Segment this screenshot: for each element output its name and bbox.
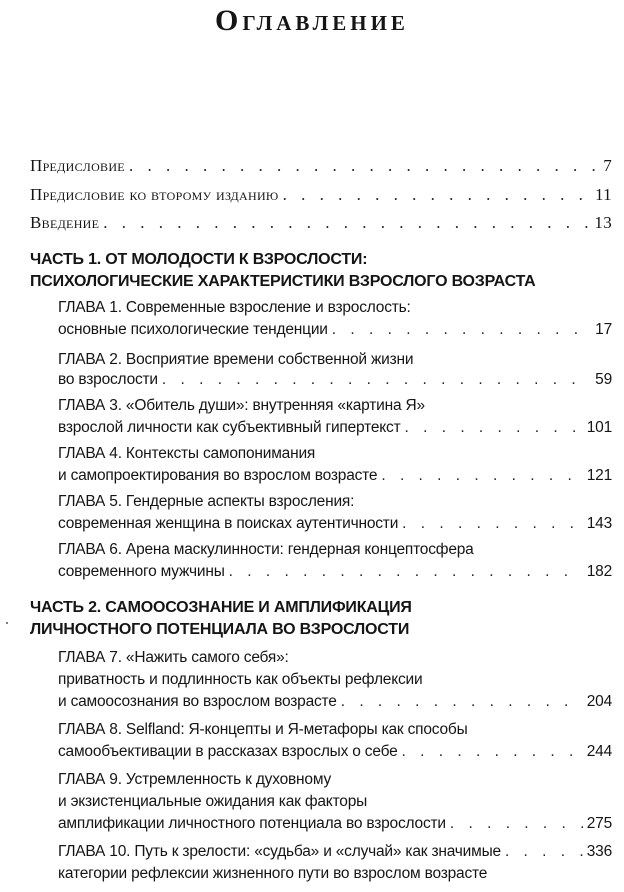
entry-label: взрослой личности как субъективный гипертекст — [58, 419, 401, 436]
entry-page: 182 — [586, 563, 612, 580]
entry-page: 11 — [595, 185, 612, 204]
entry-label: современная женщина в поисках аутентичности — [58, 515, 399, 532]
entry-page: 13 — [594, 213, 612, 232]
entry-label: современного мужчины — [58, 563, 225, 580]
scan-speck — [6, 622, 8, 624]
leader-dots — [402, 742, 583, 762]
chapter-3-title-line[interactable]: ГЛАВА 3. «Обитель души»: внутренняя «картина Я» — [58, 397, 425, 414]
entry-page: 101 — [586, 419, 612, 436]
entry-label: основные психологические тенденции — [58, 321, 328, 338]
entry-label: ГЛАВА 10. Путь к зрелости: «судьба» и «случай» как значимые — [58, 843, 501, 860]
entry-label: и самопроектирования во взрослом возрасте — [58, 467, 378, 484]
leader-dots — [505, 842, 583, 862]
leader-dots — [229, 562, 583, 582]
toc-entry-chapter-4[interactable] — [58, 466, 612, 486]
entry-page: 59 — [595, 371, 612, 388]
chapter-7-title-line[interactable]: приватность и подлинность как объекты рефлексии — [58, 671, 423, 688]
toc-entry-chapter-2[interactable] — [58, 370, 612, 390]
toc-entry-introduction[interactable] — [30, 213, 612, 233]
toc-entry-chapter-6[interactable] — [58, 562, 612, 582]
entry-page: 121 — [586, 467, 612, 484]
leader-dots — [103, 213, 590, 233]
part-2-subheading[interactable]: ЛИЧНОСТНОГО ПОТЕНЦИАЛА ВО ВЗРОСЛОСТИ — [30, 621, 410, 638]
toc-entry-chapter-3[interactable] — [58, 418, 612, 438]
toc-entry-preface-second-edition[interactable] — [30, 185, 612, 205]
part-1-subheading[interactable]: ПСИХОЛОГИЧЕСКИЕ ХАРАКТЕРИСТИКИ ВЗРОСЛОГО ВОЗРАСТА — [30, 273, 536, 290]
leader-dots — [450, 814, 583, 834]
leader-dots — [404, 418, 582, 438]
toc-entry-chapter-7[interactable] — [58, 692, 612, 712]
entry-label: Предисловие — [30, 156, 125, 175]
chapter-9-title-line[interactable]: и экзистенциальные ожидания как факторы — [58, 793, 368, 810]
entry-page: 244 — [586, 743, 612, 760]
entry-label: и самоосознания во взрослом возрасте — [58, 693, 337, 710]
leader-dots — [129, 156, 599, 176]
entry-page: 143 — [586, 515, 612, 532]
toc-entry-chapter-1[interactable] — [58, 320, 612, 340]
entry-page: 275 — [586, 815, 612, 832]
entry-label: самообъективации в рассказах взрослых о себе — [58, 743, 398, 760]
entry-page: 7 — [603, 156, 612, 175]
part-1-heading[interactable]: ЧАСТЬ 1. ОТ МОЛОДОСТИ К ВЗРОСЛОСТИ: — [30, 251, 368, 268]
chapter-2-title-line[interactable]: ГЛАВА 2. Восприятие времени собственной жизни — [58, 351, 414, 368]
leader-dots — [332, 320, 591, 340]
chapter-9-title-line[interactable]: ГЛАВА 9. Устремленность к духовному — [58, 771, 331, 788]
leader-dots — [341, 692, 583, 712]
toc-entry-chapter-5[interactable] — [58, 514, 612, 534]
leader-dots — [402, 514, 583, 534]
part-2-heading[interactable]: ЧАСТЬ 2. САМООСОЗНАНИЕ И АМПЛИФИКАЦИЯ — [30, 599, 412, 616]
leader-dots — [283, 185, 591, 205]
toc-entry-chapter-9[interactable] — [58, 814, 612, 834]
entry-label: Предисловие ко второму изданию — [30, 185, 279, 204]
chapter-5-title-line[interactable]: ГЛАВА 5. Гендерные аспекты взросления: — [58, 493, 355, 510]
chapter-6-title-line[interactable]: ГЛАВА 6. Арена маскулинности: гендерная концептосфера — [58, 541, 474, 558]
chapter-7-title-line[interactable]: ГЛАВА 7. «Нажить самого себя»: — [58, 649, 289, 666]
leader-dots — [381, 466, 582, 486]
entry-page: 204 — [586, 693, 612, 710]
toc-entry-chapter-8[interactable] — [58, 742, 612, 762]
entry-label: во взрослости — [58, 371, 158, 388]
toc-entry-preface[interactable] — [30, 156, 612, 176]
chapter-4-title-line[interactable]: ГЛАВА 4. Контексты самопонимания — [58, 445, 316, 462]
chapter-8-title-line[interactable]: ГЛАВА 8. Selfland: Я-концепты и Я-метафоры как способы — [58, 721, 468, 738]
entry-label: Введение — [30, 213, 100, 232]
entry-page: 336 — [586, 843, 612, 860]
chapter-10-title-line[interactable]: категории рефлексии жизненного пути во взрослом возрасте — [58, 865, 488, 882]
entry-label: амплификации личностного потенциала во взрослости — [58, 815, 446, 832]
leader-dots — [162, 370, 591, 390]
entry-page: 17 — [595, 321, 612, 338]
page-title: Оглавление — [215, 4, 409, 37]
chapter-1-title-line[interactable]: ГЛАВА 1. Современные взросление и взрослость: — [58, 299, 411, 316]
toc-entry-chapter-10[interactable] — [58, 842, 612, 862]
